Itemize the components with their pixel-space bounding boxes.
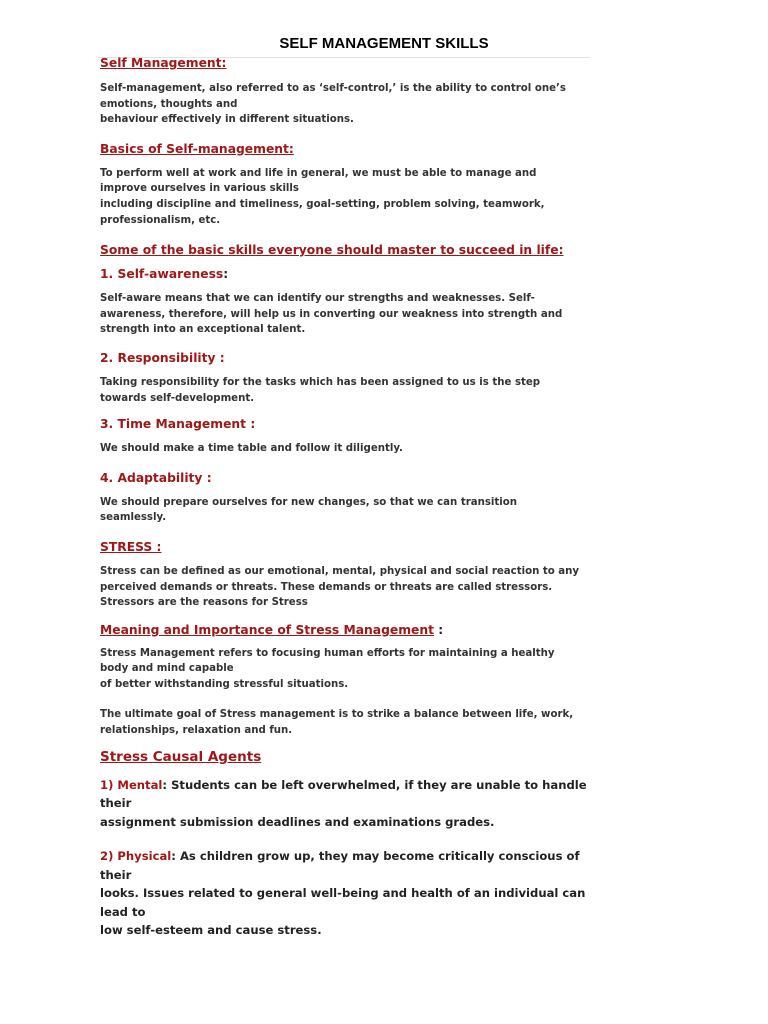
section-stress <box>100 564 590 611</box>
paragraph-line: We should prepare ourselves for new changes, so that we can transition <box>100 496 518 508</box>
heading-colon: : <box>434 622 444 637</box>
paragraph-line: Self-aware means that we can identify our strengths and weaknesses. Self- <box>100 293 535 305</box>
heading-self-awareness <box>100 267 590 281</box>
heading-basic-skills: Some of the basic skills everyone should master to succeed in life: <box>100 243 564 258</box>
paragraph-line: We should make a time table and follow it diligently. <box>100 443 403 455</box>
paragraph-line <box>100 847 590 884</box>
heading-stress: STRESS : <box>100 539 162 554</box>
heading-causal-agents: Stress Causal Agents <box>100 748 262 765</box>
paragraph-line: emotions, thoughts and <box>100 98 238 110</box>
item-text: : Students can be left overwhelmed, if they are unable to handle their <box>100 777 587 811</box>
section-adaptability <box>100 495 590 526</box>
section-causal-mental <box>100 776 590 832</box>
paragraph-line: of better withstanding stressful situations. <box>100 678 349 690</box>
paragraph-line: perceived demands or threats. These demands or threats are called stressors. <box>100 581 553 593</box>
paragraph-line: Taking responsibility for the tasks which has been assigned to us is the step <box>100 376 541 388</box>
paragraph-line: body and mind capable <box>100 663 234 675</box>
paragraph-line: professionalism, etc. <box>100 214 221 226</box>
paragraph-line: To perform well at work and life in general, we must be able to manage and <box>100 167 537 179</box>
paragraph-line: seamlessly. <box>100 512 167 524</box>
heading-adaptability: 4. Adaptability : <box>100 470 212 485</box>
paragraph-line: low self-esteem and cause stress. <box>100 923 322 938</box>
heading-time-management: 3. Time Management : <box>100 417 256 432</box>
heading-meaning <box>100 623 590 637</box>
paragraph-line: relationships, relaxation and fun. <box>100 725 293 737</box>
paragraph-line: awareness, therefore, will help us in converting our weakness into strength and <box>100 308 563 320</box>
page-title: SELF MANAGEMENT SKILLS <box>279 35 489 52</box>
spacer <box>100 54 590 71</box>
paragraph-line: Stressors are the reasons for Stress <box>100 597 308 609</box>
paragraph-line: towards self-development. <box>100 392 255 404</box>
paragraph-line: Self-management, also referred to as ‘self-control,’ is the ability to control one’s <box>100 83 566 94</box>
paragraph-line: The ultimate goal of Stress management is to strike a balance between life, work, <box>100 709 574 721</box>
paragraph-line <box>100 776 590 813</box>
heading-self-management: Self Management: <box>100 56 227 70</box>
heading-text: Meaning and Importance of Stress Management <box>100 622 435 637</box>
heading-basics: Basics of Self-management: <box>100 141 294 156</box>
section-responsibility <box>100 375 590 406</box>
section-basics <box>100 166 590 228</box>
paragraph-line: including discipline and timeliness, goal-setting, problem solving, teamwork, <box>100 198 545 210</box>
document-body <box>100 54 590 940</box>
item-lead: 1) Mental <box>100 777 163 792</box>
paragraph-line: behaviour effectively in different situations. <box>100 114 354 126</box>
heading-text: 1. Self-awareness <box>100 267 224 282</box>
section-causal-physical <box>100 847 590 940</box>
section-time-management <box>100 441 590 457</box>
item-lead: 2) Physical <box>100 849 172 864</box>
section-self-management <box>100 81 590 128</box>
paragraph-line: Stress Management refers to focusing human efforts for maintaining a healthy <box>100 647 555 659</box>
paragraph-line: Stress can be defined as our emotional, mental, physical and social reaction to any <box>100 565 580 577</box>
heading-colon: : <box>223 267 229 282</box>
heading-responsibility: 2. Responsibility : <box>100 350 225 365</box>
item-text: : As children grow up, they may become critically conscious of their <box>100 849 580 882</box>
paragraph-line: strength into an exceptional talent. <box>100 324 306 336</box>
paragraph-line: looks. Issues related to general well-being and health of an individual can lead to <box>100 886 586 919</box>
section-meaning <box>100 646 590 739</box>
paragraph-line: assignment submission deadlines and examinations grades. <box>100 814 495 829</box>
section-self-awareness <box>100 291 590 338</box>
paragraph-line: improve ourselves in various skills <box>100 183 299 195</box>
